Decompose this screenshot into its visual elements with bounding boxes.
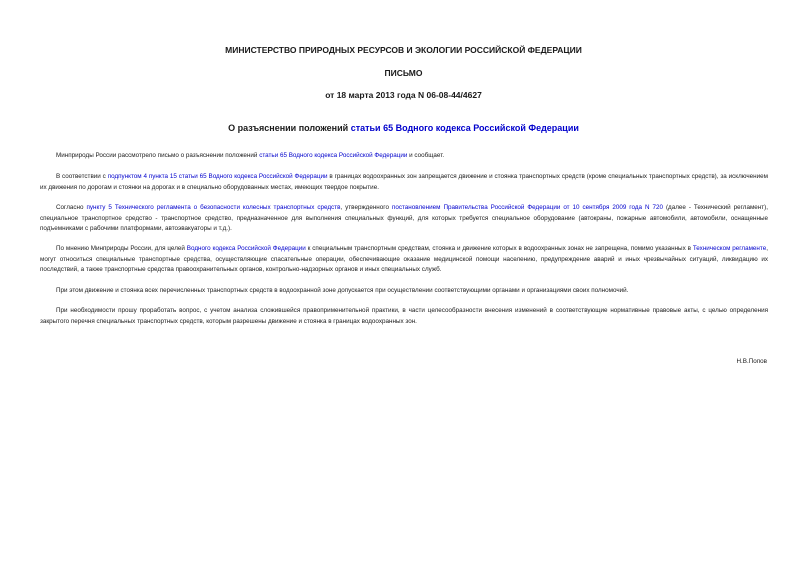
signature: Н.В.Попов [736,358,767,365]
subject-text: О разъяснении положений [228,123,351,133]
paragraph-text: По мнению Минприроды России, для целей [56,245,187,252]
government-decree-link[interactable]: постановлением Правительства Российской Федерации от 10 сентября 2009 года N 720 [391,204,663,211]
paragraph-text: , могут относиться специальные транспортные средства, осуществляющие спасательные операции, обеспечивающие оказание медицинской помощи населению, предупреждение аварий и иных чрезвычайных ситуаций, ликвидацию их последствий, а также транспортные средства правоохранительных органов, контрольно-надзорных органов и иных специальных служб. [40,245,768,273]
paragraph-text: (далее - Технический регламент), специальное транспортное средство - транспортное средство, предназначенное для выполнения специальных функций, для которых требуется специальное оборудование (автокраны, пожарные автомобили, автомобили, оснащенные подъемниками с рабочими платформами, автоэвакуаторы и т.д.). [40,204,768,232]
document-type: ПИСЬМО [384,68,423,78]
paragraph-text: в границах водоохранных зон запрещается движение и стоянка транспортных средств (кроме специальных транспортных средств), за исключением их движения по дорогам и стоянки на дорогах и в специально оборудованных местах, имеющих твердое покрытие. [40,173,768,191]
paragraph-5: При этом движение и стоянка всех перечисленных транспортных средств в водоохранной зоне допускается при осуществлении соответствующими органами и организациями своих полномочий. [56,287,629,294]
paragraph-text: Минприроды России рассмотрело письмо о разъяснении положений [56,152,260,159]
ministry-name: МИНИСТЕРСТВО ПРИРОДНЫХ РЕСУРСОВ И ЭКОЛОГИИ РОССИЙСКОЙ ФЕДЕРАЦИИ [225,45,582,55]
paragraph-text: В соответствии с [56,173,108,180]
paragraph-text: и сообщает. [407,152,445,159]
article-65-link[interactable]: статьи 65 Водного кодекса Российской Федерации [259,152,408,159]
technical-regulation-ref-link[interactable]: Техническом регламенте [692,245,767,252]
paragraph-text: Согласно [56,204,87,211]
paragraph-text: к специальным транспортным средствам, стоянка и движение которых в водоохранных зонах не запрещена, помимо указанных в [305,245,693,252]
water-code-link[interactable]: Водного кодекса Российской Федерации [186,245,306,252]
document-subject [0,123,807,133]
document-date-number: от 18 марта 2013 года N 06-08-44/4627 [325,90,482,100]
paragraph-3 [40,203,768,235]
paragraph-text: , утвержденного [340,204,392,211]
paragraph-4 [40,244,768,276]
paragraph-6: При необходимости прошу проработать вопрос, с учетом анализа сложившейся правоприменительной практики, в части целесообразности внесения изменений в соответствующие нормативные правовые акты, с целью определения закрытого перечня специальных транспортных средств, которым разрешены движение и стоянка в границах водоохранных зон. [40,307,768,325]
subject-article-link[interactable]: статьи 65 Водного кодекса Российской Федерации [350,123,579,133]
technical-regulation-link[interactable]: пункту 5 Технического регламента о безопасности колесных транспортных средств [86,204,341,211]
paragraph-2 [40,172,768,193]
paragraph-1 [40,151,768,162]
subparagraph-4-link[interactable]: подпунктом 4 пункта 15 статьи 65 Водного кодекса Российской Федерации [107,173,328,180]
